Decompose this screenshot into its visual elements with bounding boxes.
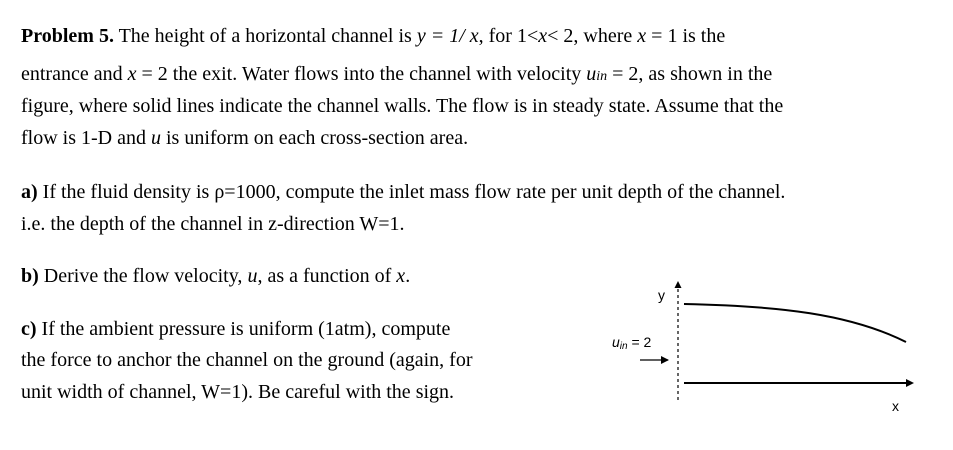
- part-a-line-2: i.e. the depth of the channel in z-direction W=1.: [21, 213, 405, 235]
- channel-figure: [600, 280, 930, 420]
- part-b-label: b): [21, 265, 39, 287]
- problem-line-1: Problem 5. The height of a horizontal channel is y = 1/ x, for 1<x< 2, where x = 1 is the: [21, 25, 726, 47]
- y-axis-arrowhead: [675, 281, 682, 288]
- inlet-velocity-symbol: u: [586, 63, 597, 85]
- y-axis-label: y: [658, 287, 665, 303]
- inlet-velocity-label: uin = 2: [612, 334, 652, 352]
- top-channel-wall: [684, 304, 906, 342]
- x-axis-arrowhead: [906, 379, 914, 387]
- x-axis-label: x: [892, 398, 899, 414]
- problem-line-4: flow is 1-D and u is uniform on each cross-section area.: [21, 127, 469, 149]
- part-c-line-2: the force to anchor the channel on the ground (again, for: [21, 349, 473, 371]
- problem-heading: Problem 5.: [21, 25, 114, 47]
- height-formula: y = 1/ x: [416, 25, 479, 47]
- part-a-label: a): [21, 181, 38, 203]
- part-a-line-1: a) If the fluid density is ρ=1000, compute the inlet mass flow rate per unit depth of the channel.: [21, 181, 786, 203]
- problem-line-3: figure, where solid lines indicate the channel walls. The flow is in steady state. Assume that the: [21, 95, 784, 117]
- part-c-line-3: unit width of channel, W=1). Be careful with the sign.: [21, 381, 455, 403]
- part-b-line: b) Derive the flow velocity, u, as a function of x.: [21, 265, 411, 287]
- part-c-label: c): [21, 318, 37, 340]
- problem-line-2: entrance and x = 2 the exit. Water flows into the channel with velocity uin = 2, as shown in the: [21, 63, 773, 85]
- part-c-line-1: c) If the ambient pressure is uniform (1atm), compute: [21, 318, 451, 340]
